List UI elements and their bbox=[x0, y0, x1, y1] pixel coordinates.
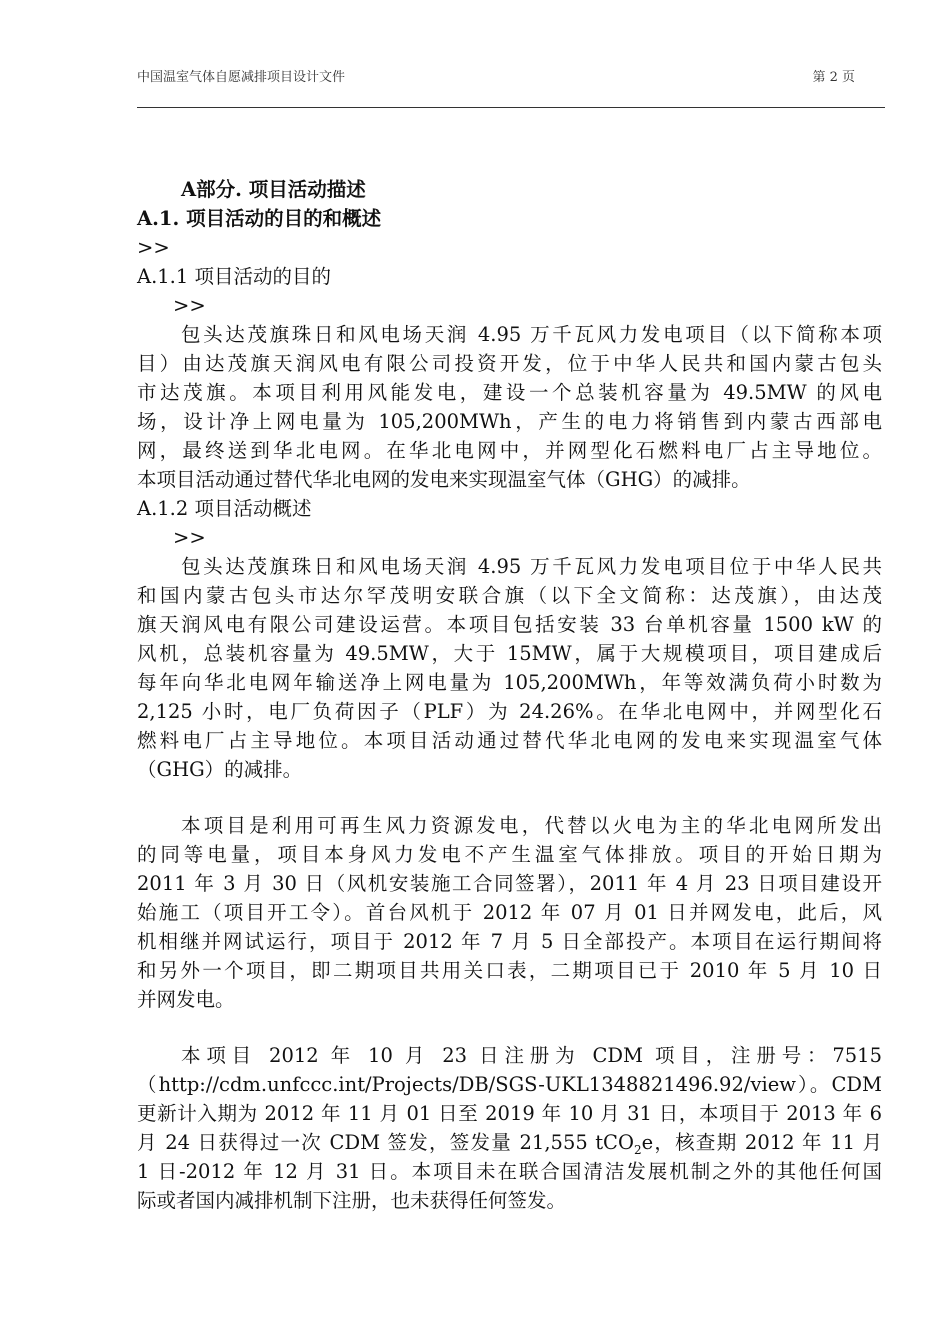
text-line: 市达茂旗。本项目利用风能发电，建设一个总装机容量为 49.5MW 的风电 bbox=[137, 381, 882, 404]
header-divider bbox=[137, 107, 885, 108]
text-line: 每年向华北电网年输送净上网电量为 105,200MWh，年等效满负荷小时数为 bbox=[137, 671, 882, 694]
text-line: 目）由达茂旗天润风电有限公司投资开发，位于中华人民共和国内蒙古包头 bbox=[137, 352, 882, 375]
text-line: 风机，总装机容量为 49.5MW，大于 15MW，属于大规模项目，项目建成后 bbox=[137, 642, 882, 665]
text-line: 1 日-2012 年 12 月 31 日。本项目未在联合国清洁发展机制之外的其他任何国 bbox=[137, 1160, 882, 1183]
text-line: 的同等电量，项目本身风力发电不产生温室气体排放。项目的开始日期为 bbox=[137, 843, 882, 866]
text-line: 本项目 2012 年 10 月 23 日注册为 CDM 项目，注册号：7515 bbox=[181, 1044, 882, 1067]
text-line: 网，最终送到华北电网。在华北电网中，并网型化石燃料电厂占主导地位。 bbox=[137, 439, 882, 462]
cdm-url-line: （http://cdm.unfccc.int/Projects/DB/SGS-UKL1348821496.92/view）。CDM bbox=[137, 1073, 882, 1096]
section-a11-heading: A.1.1 项目活动的目的 bbox=[137, 265, 331, 288]
text-line: 2011 年 3 月 30 日（风机安装施工合同签署），2011 年 4 月 23 日项目建设开 bbox=[137, 872, 882, 895]
text-line: 本项目是利用可再生风力资源发电，代替以火电为主的华北电网所发出 bbox=[181, 814, 882, 837]
part-a-heading: A部分. 项目活动描述 bbox=[181, 178, 366, 201]
section-marker: >> bbox=[137, 236, 170, 259]
text-line: 本项目活动通过替代华北电网的发电来实现温室气体（GHG）的减排。 bbox=[137, 468, 751, 491]
subscript-2: 2 bbox=[633, 1142, 642, 1157]
text-line: 场，设计净上网电量为 105,200MWh，产生的电力将销售到内蒙古西部电 bbox=[137, 410, 882, 433]
a12-paragraph bbox=[137, 552, 882, 784]
section-a12-heading: A.1.2 项目活动概述 bbox=[137, 497, 312, 520]
text-line: 燃料电厂占主导地位。本项目活动通过替代华北电网的发电来实现温室气体 bbox=[137, 729, 882, 752]
text-line: 和另外一个项目，即二期项目共用关口表，二期项目已于 2010 年 5 月 10 日 bbox=[137, 959, 882, 982]
text-segment: 月 24 日获得过一次 CDM 签发，签发量 21,555 tCO bbox=[137, 1131, 634, 1154]
text-line: 更新计入期为 2012 年 11 月 01 日至 2019 年 10 月 31 日，本项目于 2013 年 6 bbox=[137, 1102, 882, 1125]
paragraph-gap bbox=[137, 784, 882, 811]
document-body bbox=[137, 175, 882, 1215]
text-line: 包头达茂旗珠日和风电场天润 4.95 万千瓦风力发电项目位于中华人民共 bbox=[181, 555, 882, 578]
document-title: 中国温室气体自愿减排项目设计文件 bbox=[137, 70, 346, 85]
project-dates-paragraph bbox=[137, 811, 882, 1014]
text-line: 和国内蒙古包头市达尔罕茂明安联合旗（以下全文简称：达茂旗），由达茂 bbox=[137, 584, 882, 607]
text-line: （GHG）的减排。 bbox=[137, 758, 303, 781]
a11-paragraph bbox=[137, 320, 882, 494]
section-a1-heading: A.1. 项目活动的目的和概述 bbox=[137, 207, 382, 230]
section-a12-marker: >> bbox=[173, 526, 206, 549]
text-line: 机相继并网试运行，项目于 2012 年 7 月 5 日全部投产。本项目在运行期间将 bbox=[137, 930, 882, 953]
page-header bbox=[137, 66, 885, 90]
text-line: 旗天润风电有限公司建设运营。本项目包括安装 33 台单机容量 1500 kW 的 bbox=[137, 613, 882, 636]
text-line: 2,125 小时，电厂负荷因子（PLF）为 24.26%。在华北电网中，并网型化石 bbox=[137, 700, 882, 723]
text-line bbox=[137, 1128, 882, 1157]
paragraph-gap bbox=[137, 1014, 882, 1041]
text-segment: e，核查期 2012 年 11 月 bbox=[641, 1131, 882, 1154]
cdm-registration-paragraph bbox=[137, 1041, 882, 1215]
section-a11-marker: >> bbox=[173, 294, 206, 317]
text-line: 始施工（项目开工令）。首台风机于 2012 年 07 月 01 日并网发电，此后，风 bbox=[137, 901, 882, 924]
text-line: 际或者国内减排机制下注册，也未获得任何签发。 bbox=[137, 1189, 567, 1212]
page-number: 第 2 页 bbox=[812, 70, 855, 85]
text-line: 包头达茂旗珠日和风电场天润 4.95 万千瓦风力发电项目（以下简称本项 bbox=[181, 323, 882, 346]
text-line: 并网发电。 bbox=[137, 988, 235, 1011]
